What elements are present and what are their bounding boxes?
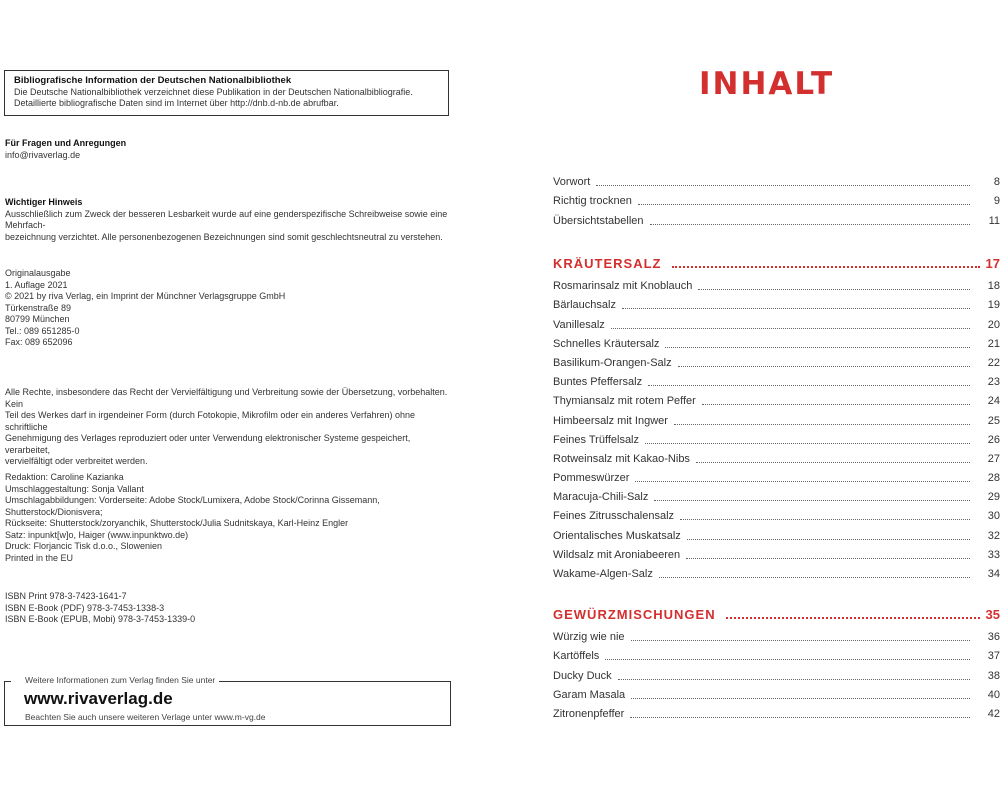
toc-entry[interactable] xyxy=(553,485,1000,504)
toc-entry-label: Himbeersalz mit Ingwer xyxy=(553,414,668,427)
bibliographic-info-box xyxy=(4,70,449,116)
toc-entry[interactable] xyxy=(553,351,1000,370)
toc-entry-page: 19 xyxy=(987,299,1000,312)
toc-entry-page: 20 xyxy=(987,318,1000,331)
credits-line: Druck: Florjancic Tisk d.o.o., Slowenien xyxy=(5,541,163,551)
toc-entry[interactable] xyxy=(553,447,1000,466)
notice-block xyxy=(5,197,455,243)
edition-line: Tel.: 089 651285-0 xyxy=(5,325,80,336)
edition-block xyxy=(5,268,455,349)
dot-leader xyxy=(672,266,980,268)
dot-leader xyxy=(686,558,970,559)
toc-entry[interactable] xyxy=(553,332,1000,351)
toc-entry-page: 37 xyxy=(987,650,1000,663)
box-top-border xyxy=(4,681,11,682)
toc-entry-page: 22 xyxy=(987,356,1000,369)
credits-line: Umschlaggestaltung: Sonja Vallant xyxy=(5,483,144,494)
dot-leader xyxy=(702,404,970,405)
toc-section-gewuerzmischungen xyxy=(553,601,1000,623)
section-page: 17 xyxy=(985,256,1000,271)
toc-entry[interactable] xyxy=(553,208,1000,227)
bibliographic-line: Detaillierte bibliografische Daten sind im Internet über http://dnb.d-nb.de abrufbar. xyxy=(14,98,339,108)
toc-entry[interactable] xyxy=(553,543,1000,562)
dot-leader xyxy=(650,224,971,225)
toc-entry-label: Vorwort xyxy=(553,176,591,189)
credits-block xyxy=(5,472,455,564)
credits-line: Redaktion: Caroline Kazianka xyxy=(5,472,124,482)
toc-section-heading[interactable] xyxy=(553,250,1000,272)
toc-entry-page: 42 xyxy=(987,707,1000,720)
isbn-block xyxy=(5,591,455,626)
toc-entry[interactable] xyxy=(553,408,1000,427)
questions-block xyxy=(5,138,455,161)
toc-entry-page: 27 xyxy=(987,452,1000,465)
toc-title: INHALT xyxy=(699,66,835,102)
credits-line: Rückseite: Shutterstock/zoryanchik, Shutterstock/Julia Sudnitskaya, Karl-Heinz Engler xyxy=(5,518,349,528)
toc-entry-label: Feines Zitrusschalensalz xyxy=(553,510,675,523)
dot-leader xyxy=(611,328,970,329)
dot-leader xyxy=(596,185,970,186)
toc-entry-label: Schnelles Kräutersalz xyxy=(553,337,660,350)
dot-leader xyxy=(631,698,970,699)
toc-entry[interactable] xyxy=(553,170,1000,189)
toc-entry[interactable] xyxy=(553,312,1000,331)
toc-entry-label: Richtig trocknen xyxy=(553,195,632,208)
more-publishers-note: Beachten Sie auch unsere weiteren Verlage unter www.m-vg.de xyxy=(25,712,266,722)
toc-entry-page: 25 xyxy=(987,414,1000,427)
section-label: KRÄUTERSALZ xyxy=(553,256,662,271)
toc-entry[interactable] xyxy=(553,293,1000,312)
credits-line: Umschlagabbildungen: Vorderseite: Adobe Stock/Lumixera, Adobe Stock/Corinna Gissemann, Shutterstock/Dionisvera; xyxy=(5,495,380,517)
toc-entry-page: 9 xyxy=(993,195,1000,208)
toc-entry[interactable] xyxy=(553,274,1000,293)
isbn-line: ISBN E-Book (PDF) 978-3-7453-1338-3 xyxy=(5,602,165,613)
toc-section-heading[interactable] xyxy=(553,601,1000,623)
dot-leader xyxy=(659,577,970,578)
box-top-border xyxy=(219,681,451,682)
dot-leader xyxy=(698,289,970,290)
toc-entry-page: 21 xyxy=(987,337,1000,350)
toc-entry[interactable] xyxy=(553,644,1000,663)
rights-line: Genehmigung des Verlages reproduziert oder unter Verwendung elektronischer Systeme gespeichert, verarbeitet, xyxy=(5,433,411,455)
toc-section-kraeutersalz xyxy=(553,250,1000,272)
dot-leader xyxy=(665,347,970,348)
toc-entry-page: 29 xyxy=(987,491,1000,504)
toc-entry[interactable] xyxy=(553,562,1000,581)
toc-entry-label: Feines Trüffelsalz xyxy=(553,433,640,446)
toc-entry-page: 32 xyxy=(987,529,1000,542)
toc-entry-label: Wakame-Algen-Salz xyxy=(553,568,653,580)
credits-line: Printed in the EU xyxy=(5,552,74,563)
toc-gewuerzmischungen-list xyxy=(553,625,1000,721)
dot-leader xyxy=(605,659,970,660)
toc-entry-page: 18 xyxy=(987,280,1000,293)
toc-kraeutersalz-list xyxy=(553,274,1000,581)
toc-intro-list xyxy=(553,170,1000,228)
contact-email[interactable]: info@rivaverlag.de xyxy=(5,149,81,160)
toc-entry-label: Würzig wie nie xyxy=(553,631,625,644)
toc-entry-label: Orientalisches Muskatsalz xyxy=(553,529,681,542)
dot-leader xyxy=(630,717,970,718)
edition-line: Fax: 089 652096 xyxy=(5,337,73,347)
toc-entry[interactable] xyxy=(553,466,1000,485)
toc-entry-page: 36 xyxy=(987,631,1000,644)
bibliographic-line: Die Deutsche Nationalbibliothek verzeichnet diese Publikation in der Deutschen Nationalbibliografie. xyxy=(14,87,413,97)
toc-entry-label: Pommeswürzer xyxy=(553,472,630,485)
toc-entry-label: Kartöffels xyxy=(553,650,600,663)
notice-heading: Wichtiger Hinweis xyxy=(5,197,83,207)
toc-entry-page: 38 xyxy=(987,669,1000,682)
toc-entry-label: Rosmarinsalz mit Knoblauch xyxy=(553,280,693,293)
dot-leader xyxy=(638,204,970,205)
toc-entry[interactable] xyxy=(553,523,1000,542)
rights-line: Teil des Werkes darf in irgendeiner Form (durch Fotokopie, Mikrofilm oder ein anderes Verfahren) ohne schriftliche xyxy=(5,410,416,432)
questions-heading: Für Fragen und Anregungen xyxy=(5,138,127,148)
rights-line: vervielfältigt oder verbreitet werden. xyxy=(5,456,148,466)
web-caption: Weitere Informationen zum Verlag finden Sie unter xyxy=(25,675,216,685)
toc-entry[interactable] xyxy=(553,370,1000,389)
toc-entry-label: Bärlauchsalz xyxy=(553,299,616,312)
toc-entry-label: Wildsalz mit Aroniabeeren xyxy=(553,548,681,561)
credits-line: Satz: inpunkt[w]o, Haiger (www.inpunktwo.de) xyxy=(5,529,189,540)
isbn-line: ISBN Print 978-3-7423-1641-7 xyxy=(5,591,127,601)
toc-entry-page: 30 xyxy=(987,510,1000,523)
notice-line: Ausschließlich zum Zweck der besseren Lesbarkeit wurde auf eine genderspezifische Schreibweise sowie eine Mehrfach- xyxy=(5,208,448,230)
edition-line: © 2021 by riva Verlag, ein Imprint der Münchner Verlagsgruppe GmbH xyxy=(5,291,286,301)
publisher-url[interactable]: www.rivaverlag.de xyxy=(24,689,173,708)
dot-leader xyxy=(678,366,970,367)
dot-leader xyxy=(726,617,980,619)
rights-line: Alle Rechte, insbesondere das Recht der Vervielfältigung und Verbreitung sowie der Übersetzung, vorbehalten. Kein xyxy=(5,387,448,409)
dot-leader xyxy=(680,519,970,520)
toc-entry-page: 11 xyxy=(988,214,1000,227)
toc-entry-page: 8 xyxy=(993,176,1000,189)
toc-entry-page: 34 xyxy=(987,568,1000,580)
dot-leader xyxy=(618,679,970,680)
toc-entry[interactable] xyxy=(553,504,1000,523)
toc-entry-page: 28 xyxy=(987,472,1000,485)
toc-entry[interactable] xyxy=(553,189,1000,208)
edition-line: Originalausgabe xyxy=(5,268,71,278)
toc-entry-page: 26 xyxy=(987,433,1000,446)
dot-leader xyxy=(635,481,970,482)
dot-leader xyxy=(654,500,970,501)
toc-entry-page: 40 xyxy=(987,688,1000,701)
toc-entry-label: Basilikum-Orangen-Salz xyxy=(553,356,672,369)
toc-entry-label: Buntes Pfeffersalz xyxy=(553,376,643,389)
toc-entry[interactable] xyxy=(553,702,1000,721)
toc-entry[interactable] xyxy=(553,389,1000,408)
dot-leader xyxy=(696,462,970,463)
isbn-line: ISBN E-Book (EPUB, Mobi) 978-3-7453-1339-0 xyxy=(5,614,196,624)
section-label: GEWÜRZMISCHUNGEN xyxy=(553,607,716,622)
bibliographic-heading: Bibliografische Information der Deutschen Nationalbibliothek xyxy=(14,75,292,86)
dot-leader xyxy=(674,424,970,425)
toc-entry-page: 24 xyxy=(987,395,1000,408)
edition-line: Türkenstraße 89 xyxy=(5,302,72,313)
section-page: 35 xyxy=(985,607,1000,622)
toc-entry[interactable] xyxy=(553,625,1000,644)
toc-entry-label: Thymiansalz mit rotem Peffer xyxy=(553,395,696,408)
dot-leader xyxy=(648,385,970,386)
edition-line: 1. Auflage 2021 xyxy=(5,279,68,290)
toc-entry-label: Rotweinsalz mit Kakao-Nibs xyxy=(553,452,690,465)
right-page xyxy=(500,0,1000,800)
edition-line: 80799 München xyxy=(5,314,70,324)
dot-leader xyxy=(687,539,970,540)
dot-leader xyxy=(631,640,970,641)
toc-entry-label: Garam Masala xyxy=(553,688,626,701)
toc-entry[interactable] xyxy=(553,683,1000,702)
toc-entry-label: Maracuja-Chili-Salz xyxy=(553,491,649,504)
toc-entry[interactable] xyxy=(553,663,1000,682)
toc-entry-page: 23 xyxy=(987,376,1000,389)
toc-entry[interactable] xyxy=(553,428,1000,447)
notice-line: bezeichnung verzichtet. Alle personenbezogenen Bezeichnungen sind somit geschlechtsneutral zu verstehen. xyxy=(5,231,443,242)
publisher-web-box xyxy=(4,675,451,726)
toc-entry-page: 33 xyxy=(987,548,1000,561)
rights-block xyxy=(5,387,455,468)
toc-entry-label: Zitronenpfeffer xyxy=(553,707,625,720)
toc-entry-label: Vanillesalz xyxy=(553,318,605,331)
dot-leader xyxy=(645,443,970,444)
dot-leader xyxy=(622,308,970,309)
toc-entry-label: Ducky Duck xyxy=(553,669,612,682)
toc-entry-label: Übersichtstabellen xyxy=(553,214,644,227)
